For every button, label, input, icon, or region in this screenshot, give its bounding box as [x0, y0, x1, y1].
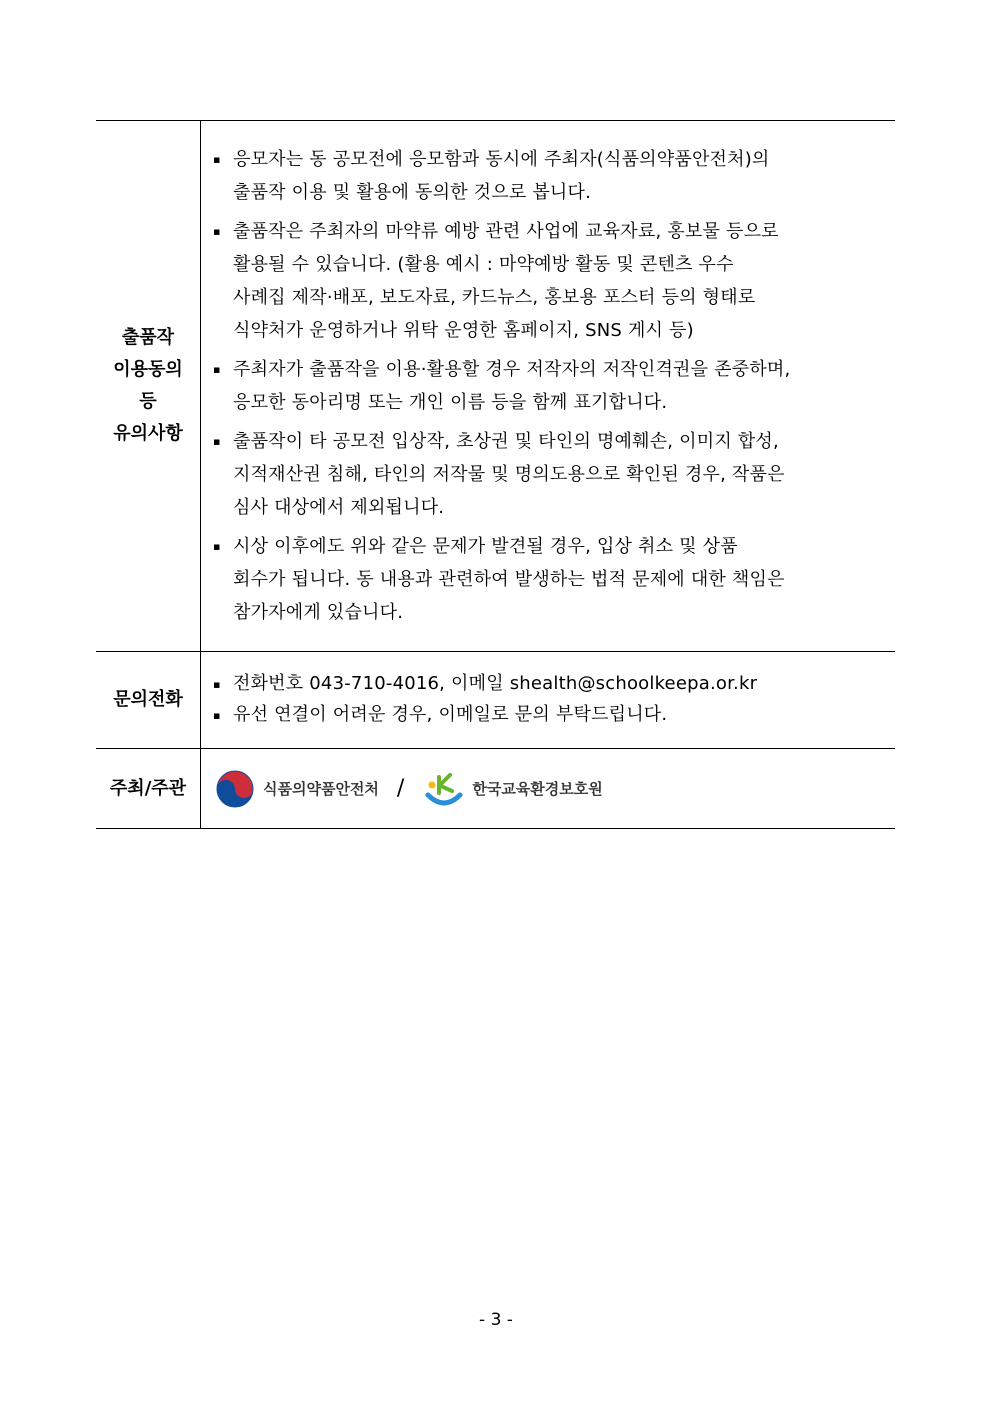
usage-consent-label: [96, 121, 201, 652]
bullet-text-line: 식약처가 운영하거나 위탁 운영한 홈페이지, SNS 게시 등): [233, 320, 694, 341]
bullet-marker-icon: ▪: [213, 225, 221, 238]
keepa-name: 한국교육환경보호원: [472, 780, 603, 798]
info-table: [96, 120, 895, 829]
host-label: 주최/주관: [96, 749, 201, 829]
label-line: 출품작: [121, 327, 175, 348]
bullet-marker-icon: ▪: [213, 709, 221, 722]
bullet-text-line: 지적재산권 침해, 타인의 저작물 및 명의도용으로 확인된 경우, 작품은: [233, 464, 785, 485]
bullet-text-line: 심사 대상에서 제외됩니다.: [233, 497, 445, 518]
bullet-item: [211, 353, 889, 419]
bullet-item: [211, 699, 889, 730]
bullet-item: [211, 530, 889, 629]
bullet-text-line: 사례집 제작·배포, 보도자료, 카드뉴스, 홍보용 포스터 등의 형태로: [233, 287, 756, 308]
mfds-name: 식품의약품안전처: [263, 780, 379, 798]
usage-consent-content: [201, 121, 896, 652]
keepa-logo: [424, 769, 602, 809]
host-row: [96, 749, 895, 829]
bullet-text-line: 유선 연결이 어려운 경우, 이메일로 문의 부탁드립니다.: [233, 704, 668, 725]
bullet-text-line: 응모한 동아리명 또는 개인 이름 등을 함께 표기합니다.: [233, 392, 668, 413]
bullet-text-line: 활용될 수 있습니다. (활용 예시 : 마약예방 활동 및 콘텐츠 우수: [233, 254, 734, 275]
bullet-text-line: 참가자에게 있습니다.: [233, 602, 404, 623]
inquiry-row: [96, 652, 895, 749]
bullet-marker-icon: ▪: [213, 435, 221, 448]
bullet-marker-icon: ▪: [213, 153, 221, 166]
host-logos: [211, 749, 889, 828]
usage-consent-row: [96, 121, 895, 652]
inquiry-bullet-list: [211, 668, 889, 730]
host-content: [201, 749, 896, 829]
bullet-item: [211, 143, 889, 209]
bullet-text-line: 응모자는 동 공모전에 응모함과 동시에 주최자(식품의약품안전처)의: [233, 149, 770, 170]
bullet-item: [211, 215, 889, 347]
host-separator: /: [396, 776, 405, 801]
bullet-text-line: 회수가 됩니다. 동 내용과 관련하여 발생하는 법적 문제에 대한 책임은: [233, 569, 785, 590]
inquiry-label: 문의전화: [96, 652, 201, 749]
label-line: 이용동의: [113, 359, 183, 380]
bullet-text-line: 출품작이 타 공모전 입상작, 초상권 및 타인의 명예훼손, 이미지 합성,: [233, 431, 779, 452]
usage-bullet-list: [211, 143, 889, 629]
page-number: - 3 -: [479, 1310, 513, 1330]
bullet-item: [211, 668, 889, 699]
bullet-marker-icon: ▪: [213, 678, 221, 691]
bullet-marker-icon: ▪: [213, 540, 221, 553]
inquiry-content: [201, 652, 896, 749]
bullet-text-line: 시상 이후에도 위와 같은 문제가 발견될 경우, 입상 취소 및 상품: [233, 536, 738, 557]
bullet-marker-icon: ▪: [213, 363, 221, 376]
label-line: 유의사항: [113, 423, 183, 444]
bullet-text-line: 출품작 이용 및 활용에 동의한 것으로 봅니다.: [233, 182, 592, 203]
keepa-emblem-icon: [424, 769, 464, 809]
bullet-item: [211, 425, 889, 524]
taegeuk-emblem-icon: [215, 769, 255, 809]
bullet-text-line: 주최자가 출품작을 이용·활용할 경우 저작자의 저작인격권을 존중하며,: [233, 359, 791, 380]
label-line: 등: [139, 391, 157, 412]
bullet-text-line: 전화번호 043-710-4016, 이메일 shealth@schoolkeepa.or.kr: [233, 673, 758, 694]
mfds-logo: [215, 769, 379, 809]
bullet-text-line: 출품작은 주최자의 마약류 예방 관련 사업에 교육자료, 홍보물 등으로: [233, 221, 779, 242]
